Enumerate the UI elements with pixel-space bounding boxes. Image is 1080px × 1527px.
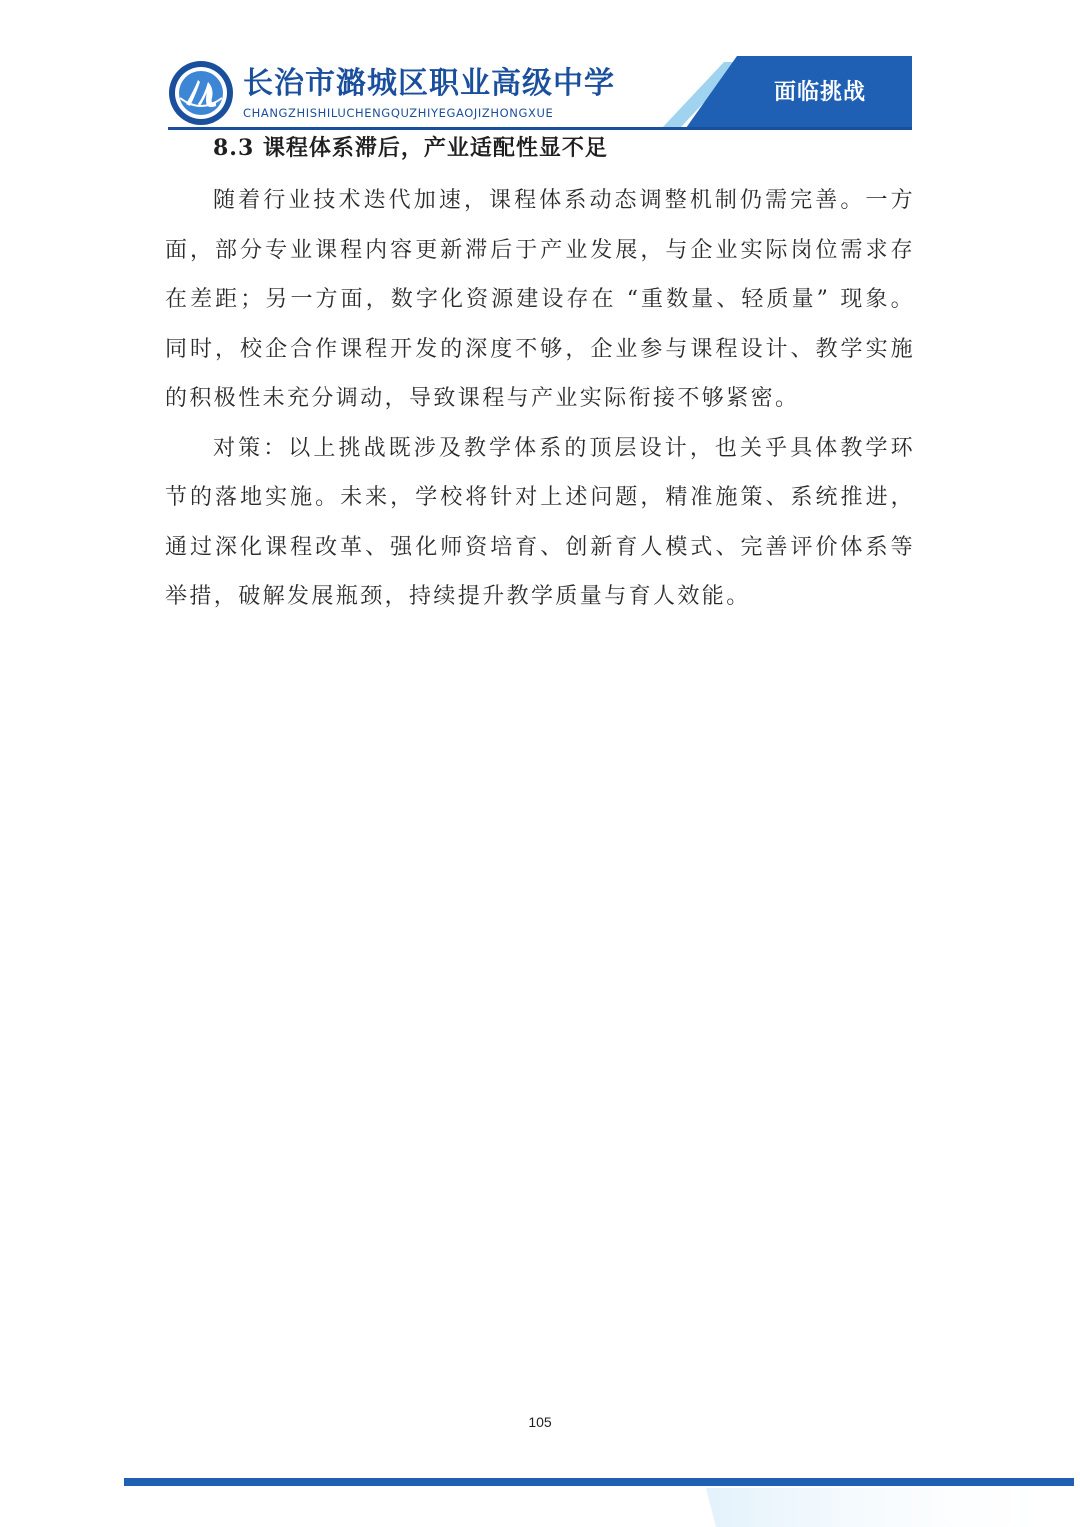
footer-rule — [124, 1478, 1074, 1486]
body-paragraph: 对策：以上挑战既涉及教学体系的顶层设计，也关乎具体教学环节的落地实施。未来，学校将针对上述问题，精准施策、系统推进，通过深化课程改革、强化师资培育、创新育人模式、完善评价体系等举措，破解发展瓶颈，持续提升教学质量与育人效能。 — [165, 435, 915, 609]
page-header — [0, 0, 1080, 140]
footer-banner-graphic — [0, 1470, 1080, 1527]
page-content — [165, 130, 915, 622]
body-paragraph: 随着行业技术迭代加速，课程体系动态调整机制仍需完善。一方面，部分专业课程内容更新滞后于产业发展，与企业实际岗位需求存在差距；另一方面，数字化资源建设存在 “重数量、轻质量” 现象。同时，校企合作课程开发的深度不够，企业参与课程设计、教学实施的积极性未充分调动，导致课程与产业实际衔接不够紧密。 — [165, 188, 915, 411]
school-name: 长治市潞城区职业高级中学 — [243, 66, 615, 101]
page-number: 105 — [528, 1414, 552, 1430]
school-pinyin: CHANGZHISHILUCHENGQUZHIYEGAOJIZHONGXUE — [243, 106, 554, 120]
school-logo-icon — [168, 60, 234, 126]
section-tag: 面临挑战 — [773, 80, 866, 105]
footer-fade-shape — [706, 1488, 1074, 1527]
section-heading: 8.3 课程体系滞后，产业适配性显不足 — [213, 135, 608, 161]
